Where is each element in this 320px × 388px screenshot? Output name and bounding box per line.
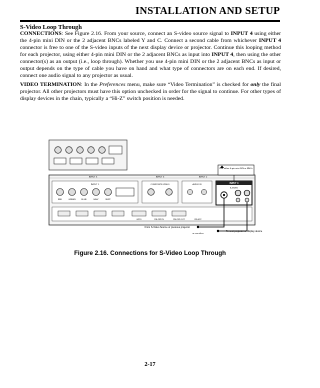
composite-label: COMPOSITE VIDEO [150,184,170,186]
connection-diagram-svg [48,139,263,235]
input3-block [142,181,178,203]
page-header-title: INSTALLATION AND SETUP [135,6,280,17]
connector-label-green: GREEN [68,199,76,201]
input1-label: INPUT 1 [90,184,100,186]
termination-lead: VIDEO TERMINATION [20,82,81,88]
connector-label-hhv: H/HV [93,199,99,201]
rs232-out-label: RS-232 OUT [173,219,185,221]
text-run: using either the 4-pin mini DIN or the 2 adjacent BNCs labeled Y and C. Connect a second cable from whichever [20,31,282,44]
input5-panel [49,140,127,170]
input5-label: INPUT 5 [88,176,98,179]
input4-ref: INPUT 4 [211,52,234,58]
only-emphasis: only [250,82,261,88]
connections-lead: CONNECTIONS [20,31,62,37]
audio-in-label: AUDIO IN [192,184,202,186]
page-number: 2-17 [144,362,156,368]
control-ports-row [52,207,252,221]
connector-label-vert: VERT [105,199,111,201]
text-run: menu, make sure “Video Termination” is checked for [125,82,251,88]
to-next-label: To next projector or display device [226,230,263,233]
connector-label-red: RED [57,199,63,201]
preferences-ref: Preferences [99,82,126,88]
termination-paragraph [20,82,281,103]
gpio-label: GPIO [136,219,142,221]
input2-label: INPUT 2 [198,176,208,179]
from-source-label: From S-Video Source or previous projector [144,226,190,229]
text-run: , then using the other connector(s) as an output (i.e., loop through). Whether you use 4-pin mini DIN or the 2 adjacent BNCs as input or output depends on the type of cable you have on hand and what type of connectors are on each end. If desired, connect one audio signal to any projector as usual. [20,52,281,79]
connector-label-blue: BLUE [81,199,87,201]
section-heading: S-Video Loop Through [20,24,82,31]
use-either-label: Use either 4-pin mini DIN or BNCs [219,168,253,170]
input4-block [216,181,252,205]
figure-caption: Figure 2.16. Connections for S-Video Loop Through [74,250,226,257]
svideo-label: S-VIDEO [229,187,239,190]
input4-ref: INPUT 4 [230,31,253,37]
rs422-label: RS-422 [194,219,202,221]
rs232-label: RS-232 IN [154,219,164,221]
text-run: connector is free to one of the S-video inputs of the next display device or projector. Continue this looping method for each projector, using either 4-pin mini DIN or the 2 adjacent BNCs as input into [20,45,281,58]
connection-diagram [48,139,263,235]
input1-block [52,181,138,203]
or-use-label: or use either [192,233,204,235]
input4-ref: INPUT 4 [258,38,281,44]
input3-label: INPUT 3 [155,176,165,179]
input4-label: INPUT 4 [229,183,239,186]
text-run: : See Figure 2.16. From your source, connect an S-video source signal to [61,31,231,37]
connections-paragraph [20,31,281,80]
input2-block [182,181,212,203]
text-run: the final projector. All other projectors must have this option unchecked in order for the signal to continue. For other types of display devices in the chain, typically a “Hi-Z” switch position is needed. [20,82,281,102]
header-rule [20,20,280,22]
text-run: : In the [80,82,100,88]
